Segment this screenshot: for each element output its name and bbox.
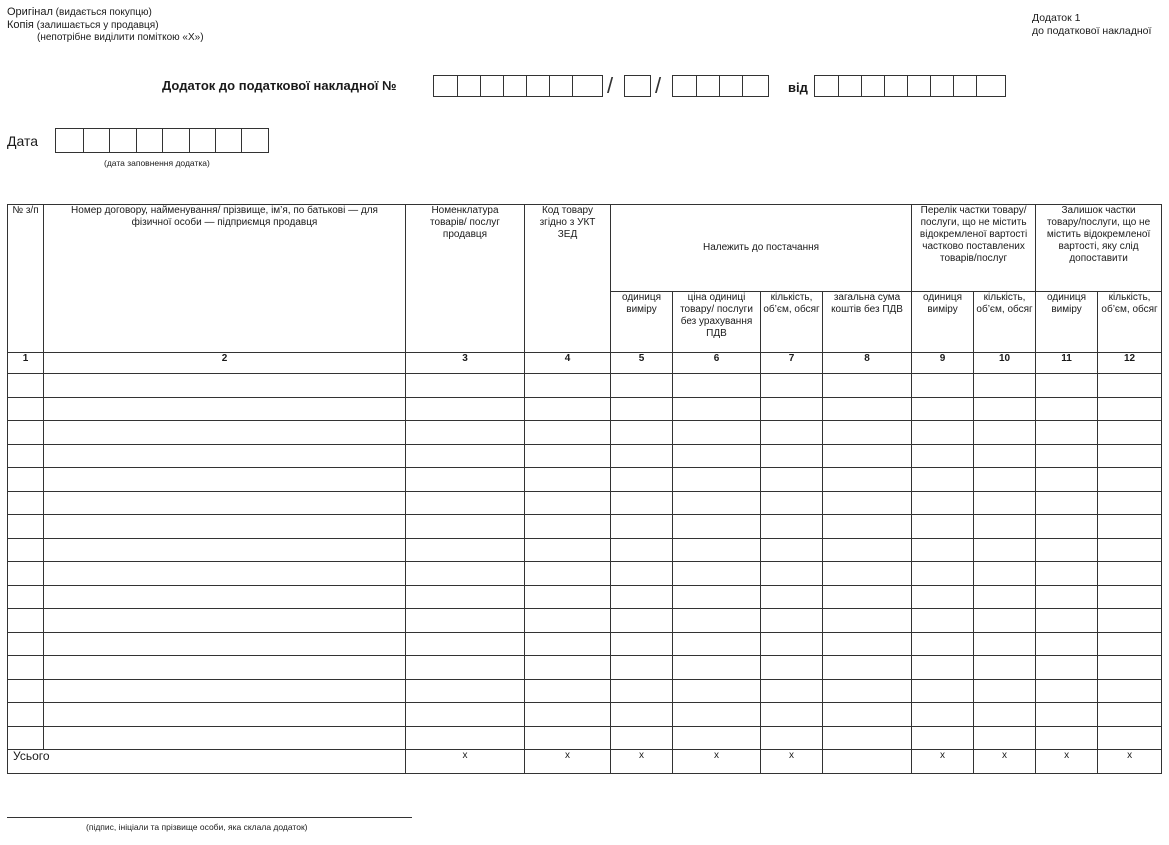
table-cell[interactable] bbox=[525, 703, 611, 727]
table-cell[interactable] bbox=[673, 491, 761, 515]
table-cell[interactable] bbox=[912, 656, 974, 680]
table-cell[interactable] bbox=[823, 538, 912, 562]
copy-note: (залишається у продавця) bbox=[36, 20, 159, 31]
column-number: 3 bbox=[406, 353, 525, 374]
table-cell[interactable] bbox=[406, 374, 525, 398]
table-cell[interactable] bbox=[912, 491, 974, 515]
table-row bbox=[8, 656, 1162, 680]
table-cell[interactable] bbox=[1098, 515, 1162, 539]
table-cell[interactable] bbox=[673, 562, 761, 586]
table-cell[interactable] bbox=[406, 585, 525, 609]
table-cell[interactable] bbox=[823, 468, 912, 492]
table-cell[interactable] bbox=[525, 397, 611, 421]
header-sum-8: загальна сума коштів без ПДВ bbox=[823, 292, 912, 353]
header-unit-5: одиниця виміру bbox=[611, 292, 673, 353]
column-number: 10 bbox=[974, 353, 1036, 374]
table-cell[interactable] bbox=[974, 562, 1036, 586]
header-quantity-10: кількість, об’єм, обсяг bbox=[974, 292, 1036, 353]
table-cell[interactable] bbox=[525, 444, 611, 468]
table-cell[interactable] bbox=[8, 703, 44, 727]
table-row bbox=[8, 421, 1162, 445]
table-cell[interactable] bbox=[823, 703, 912, 727]
table-cell[interactable] bbox=[761, 515, 823, 539]
table-cell[interactable] bbox=[1036, 538, 1098, 562]
table-cell[interactable] bbox=[912, 726, 974, 750]
table-cell[interactable] bbox=[1098, 609, 1162, 633]
table-cell[interactable] bbox=[611, 444, 673, 468]
table-cell[interactable] bbox=[1036, 421, 1098, 445]
table-cell[interactable] bbox=[974, 703, 1036, 727]
table-cell[interactable] bbox=[1036, 703, 1098, 727]
table-cell[interactable] bbox=[525, 374, 611, 398]
table-cell[interactable] bbox=[44, 703, 406, 727]
header-price-6: ціна одиниці товару/ послуги без урахування ПДВ bbox=[673, 292, 761, 353]
total-mark: х bbox=[1036, 750, 1098, 774]
table-cell[interactable] bbox=[611, 609, 673, 633]
table-cell[interactable] bbox=[761, 491, 823, 515]
table-cell[interactable] bbox=[823, 421, 912, 445]
table-cell[interactable] bbox=[611, 397, 673, 421]
table-cell[interactable] bbox=[761, 726, 823, 750]
table-cell[interactable] bbox=[761, 632, 823, 656]
table-cell[interactable] bbox=[673, 444, 761, 468]
column-number: 4 bbox=[525, 353, 611, 374]
table-cell[interactable] bbox=[1098, 491, 1162, 515]
appendix-line-1: Додаток 1 bbox=[1032, 12, 1081, 24]
total-mark: х bbox=[1098, 750, 1162, 774]
table-cell[interactable] bbox=[611, 491, 673, 515]
table-cell[interactable] bbox=[912, 374, 974, 398]
table-cell[interactable] bbox=[8, 421, 44, 445]
table-cell[interactable] bbox=[8, 726, 44, 750]
table-cell[interactable] bbox=[673, 421, 761, 445]
table-cell[interactable] bbox=[823, 679, 912, 703]
table-cell[interactable] bbox=[44, 726, 406, 750]
header-unit-11: одиниця виміру bbox=[1036, 292, 1098, 353]
table-cell[interactable] bbox=[1098, 656, 1162, 680]
from-label: від bbox=[788, 80, 808, 95]
header-quantity-12: кількість, об’єм, обсяг bbox=[1098, 292, 1162, 353]
table-cell[interactable] bbox=[761, 421, 823, 445]
column-numbers-row bbox=[8, 353, 1162, 374]
table-cell[interactable] bbox=[406, 656, 525, 680]
table-cell[interactable] bbox=[611, 632, 673, 656]
table-cell[interactable] bbox=[673, 632, 761, 656]
table-cell[interactable] bbox=[974, 397, 1036, 421]
table-cell[interactable] bbox=[406, 562, 525, 586]
table-row bbox=[8, 585, 1162, 609]
table-cell[interactable] bbox=[1036, 562, 1098, 586]
table-cell[interactable] bbox=[525, 609, 611, 633]
table-cell[interactable] bbox=[761, 703, 823, 727]
table-cell[interactable] bbox=[611, 515, 673, 539]
table-cell[interactable] bbox=[974, 515, 1036, 539]
table-cell[interactable] bbox=[406, 726, 525, 750]
column-number: 1 bbox=[8, 353, 44, 374]
table-cell[interactable] bbox=[1036, 374, 1098, 398]
table-cell[interactable] bbox=[912, 562, 974, 586]
header-partial-group: Перелік частки товару/ послуги, що не містить відокремленої вартості частково поставлених товарів/послуг bbox=[912, 205, 1036, 292]
table-cell[interactable] bbox=[525, 585, 611, 609]
table-cell[interactable] bbox=[823, 374, 912, 398]
table-cell[interactable] bbox=[8, 585, 44, 609]
table-cell[interactable] bbox=[611, 374, 673, 398]
total-mark: х bbox=[974, 750, 1036, 774]
table-cell[interactable] bbox=[525, 491, 611, 515]
table-cell[interactable] bbox=[406, 538, 525, 562]
table-cell[interactable] bbox=[974, 632, 1036, 656]
table-cell[interactable] bbox=[611, 726, 673, 750]
column-number: 7 bbox=[761, 353, 823, 374]
table-cell[interactable] bbox=[1098, 538, 1162, 562]
appendix-block bbox=[1032, 12, 1151, 37]
table-cell[interactable] bbox=[406, 632, 525, 656]
number-separator-2: / bbox=[655, 73, 662, 98]
table-cell[interactable] bbox=[44, 585, 406, 609]
table-cell[interactable] bbox=[974, 726, 1036, 750]
total-sum-cell[interactable] bbox=[823, 750, 912, 774]
table-cell[interactable] bbox=[406, 491, 525, 515]
table-row bbox=[8, 468, 1162, 492]
table-cell[interactable] bbox=[761, 444, 823, 468]
table-cell[interactable] bbox=[1036, 468, 1098, 492]
items-table bbox=[7, 204, 1162, 774]
table-cell[interactable] bbox=[974, 679, 1036, 703]
number-separator-1: / bbox=[607, 73, 614, 98]
header-remainder-group: Залишок частки товару/послуги, що не містить відокремленої вартості, яку слід допоставити bbox=[1036, 205, 1162, 292]
column-number: 12 bbox=[1098, 353, 1162, 374]
table-cell[interactable] bbox=[525, 468, 611, 492]
header-quantity-7: кількість, об’єм, обсяг bbox=[761, 292, 823, 353]
table-cell[interactable] bbox=[761, 562, 823, 586]
table-cell[interactable] bbox=[525, 726, 611, 750]
table-cell[interactable] bbox=[974, 491, 1036, 515]
table-cell[interactable] bbox=[673, 609, 761, 633]
table-cell[interactable] bbox=[673, 515, 761, 539]
table-cell[interactable] bbox=[974, 421, 1036, 445]
copy-label: Копія bbox=[7, 19, 34, 31]
table-row bbox=[8, 609, 1162, 633]
table-cell[interactable] bbox=[1098, 703, 1162, 727]
table-cell[interactable] bbox=[823, 609, 912, 633]
table-cell[interactable] bbox=[761, 374, 823, 398]
fill-date-field[interactable] bbox=[55, 128, 269, 153]
table-cell[interactable] bbox=[974, 656, 1036, 680]
table-cell[interactable] bbox=[8, 444, 44, 468]
table-cell[interactable] bbox=[44, 468, 406, 492]
header-uktzed-code: Код товару згідно з УКТ ЗЕД bbox=[525, 205, 611, 353]
table-cell[interactable] bbox=[823, 726, 912, 750]
table-cell[interactable] bbox=[912, 515, 974, 539]
table-cell[interactable] bbox=[673, 397, 761, 421]
table-cell[interactable] bbox=[44, 538, 406, 562]
document-title: Додаток до податкової накладної № bbox=[162, 78, 397, 93]
table-cell[interactable] bbox=[8, 538, 44, 562]
table-cell[interactable] bbox=[8, 609, 44, 633]
table-cell[interactable] bbox=[44, 562, 406, 586]
table-cell[interactable] bbox=[1036, 444, 1098, 468]
column-number: 11 bbox=[1036, 353, 1098, 374]
signature-caption: (підпис, ініціали та прізвище особи, яка склала додаток) bbox=[86, 822, 308, 832]
table-cell[interactable] bbox=[673, 656, 761, 680]
table-cell[interactable] bbox=[8, 491, 44, 515]
table-cell[interactable] bbox=[761, 585, 823, 609]
table-cell[interactable] bbox=[673, 679, 761, 703]
table-cell[interactable] bbox=[44, 374, 406, 398]
table-cell[interactable] bbox=[1036, 656, 1098, 680]
table-cell[interactable] bbox=[974, 609, 1036, 633]
table-cell[interactable] bbox=[44, 515, 406, 539]
table-cell[interactable] bbox=[1098, 444, 1162, 468]
invoice-date-field[interactable] bbox=[814, 75, 1006, 97]
table-cell[interactable] bbox=[525, 679, 611, 703]
table-cell[interactable] bbox=[1036, 726, 1098, 750]
table-cell[interactable] bbox=[1098, 374, 1162, 398]
table-cell[interactable] bbox=[44, 679, 406, 703]
table-cell[interactable] bbox=[673, 703, 761, 727]
table-cell[interactable] bbox=[912, 421, 974, 445]
table-row bbox=[8, 397, 1162, 421]
table-cell[interactable] bbox=[611, 562, 673, 586]
date-label: Дата bbox=[7, 133, 39, 149]
table-cell[interactable] bbox=[761, 609, 823, 633]
total-label: Усього bbox=[8, 750, 406, 774]
table-row bbox=[8, 679, 1162, 703]
total-mark: х bbox=[912, 750, 974, 774]
table-cell[interactable] bbox=[1098, 397, 1162, 421]
total-mark: х bbox=[611, 750, 673, 774]
table-cell[interactable] bbox=[1036, 609, 1098, 633]
table-cell[interactable] bbox=[611, 703, 673, 727]
table-cell[interactable] bbox=[1036, 397, 1098, 421]
table-cell[interactable] bbox=[406, 397, 525, 421]
table-row bbox=[8, 632, 1162, 656]
table-cell[interactable] bbox=[406, 421, 525, 445]
invoice-sign-field[interactable] bbox=[624, 75, 651, 97]
table-cell[interactable] bbox=[823, 515, 912, 539]
table-cell[interactable] bbox=[912, 468, 974, 492]
table-cell[interactable] bbox=[1036, 515, 1098, 539]
header-supply-group: Належить до постачання bbox=[611, 205, 912, 292]
table-cell[interactable] bbox=[44, 444, 406, 468]
table-cell[interactable] bbox=[974, 374, 1036, 398]
total-row bbox=[8, 750, 1162, 774]
table-cell[interactable] bbox=[611, 656, 673, 680]
table-cell[interactable] bbox=[761, 538, 823, 562]
table-cell[interactable] bbox=[1036, 491, 1098, 515]
table-cell[interactable] bbox=[611, 679, 673, 703]
table-cell[interactable] bbox=[406, 609, 525, 633]
table-cell[interactable] bbox=[823, 562, 912, 586]
total-mark: х bbox=[525, 750, 611, 774]
table-row bbox=[8, 491, 1162, 515]
table-cell[interactable] bbox=[912, 632, 974, 656]
total-mark: х bbox=[673, 750, 761, 774]
table-cell[interactable] bbox=[1098, 421, 1162, 445]
table-cell[interactable] bbox=[1098, 562, 1162, 586]
header-number: № з/п bbox=[8, 205, 44, 353]
header-contract: Номер договору, найменування/ прізвище, ім’я, по батькові — для фізичної особи — підприємця продавця bbox=[44, 205, 406, 353]
table-cell[interactable] bbox=[912, 585, 974, 609]
original-note: (видається покупцю) bbox=[55, 7, 152, 18]
table-cell[interactable] bbox=[406, 444, 525, 468]
invoice-number-field[interactable] bbox=[433, 75, 603, 97]
table-cell[interactable] bbox=[8, 632, 44, 656]
table-cell[interactable] bbox=[8, 679, 44, 703]
table-cell[interactable] bbox=[8, 468, 44, 492]
table-cell[interactable] bbox=[823, 656, 912, 680]
table-cell[interactable] bbox=[611, 538, 673, 562]
table-cell[interactable] bbox=[974, 444, 1036, 468]
original-label: Оригінал bbox=[7, 6, 53, 18]
table-cell[interactable] bbox=[673, 468, 761, 492]
header-nomenclature: Номенклатура товарів/ послуг продавця bbox=[406, 205, 525, 353]
table-cell[interactable] bbox=[611, 468, 673, 492]
table-cell[interactable] bbox=[1098, 585, 1162, 609]
table-cell[interactable] bbox=[1098, 679, 1162, 703]
table-cell[interactable] bbox=[1098, 468, 1162, 492]
table-cell[interactable] bbox=[912, 679, 974, 703]
table-row bbox=[8, 562, 1162, 586]
column-number: 6 bbox=[673, 353, 761, 374]
table-cell[interactable] bbox=[823, 491, 912, 515]
table-cell[interactable] bbox=[8, 374, 44, 398]
table-cell[interactable] bbox=[1036, 632, 1098, 656]
table-cell[interactable] bbox=[8, 562, 44, 586]
table-cell[interactable] bbox=[525, 656, 611, 680]
table-row bbox=[8, 538, 1162, 562]
invoice-branch-field[interactable] bbox=[672, 75, 769, 97]
table-row bbox=[8, 515, 1162, 539]
table-cell[interactable] bbox=[673, 374, 761, 398]
table-cell[interactable] bbox=[406, 679, 525, 703]
table-cell[interactable] bbox=[611, 421, 673, 445]
table-cell[interactable] bbox=[525, 538, 611, 562]
table-cell[interactable] bbox=[611, 585, 673, 609]
date-caption: (дата заповнення додатка) bbox=[104, 158, 210, 168]
table-cell[interactable] bbox=[525, 515, 611, 539]
table-cell[interactable] bbox=[8, 656, 44, 680]
table-cell[interactable] bbox=[525, 421, 611, 445]
table-cell[interactable] bbox=[823, 632, 912, 656]
table-cell[interactable] bbox=[912, 703, 974, 727]
table-cell[interactable] bbox=[823, 444, 912, 468]
table-cell[interactable] bbox=[912, 538, 974, 562]
column-number: 9 bbox=[912, 353, 974, 374]
table-cell[interactable] bbox=[761, 397, 823, 421]
table-row bbox=[8, 374, 1162, 398]
table-row bbox=[8, 703, 1162, 727]
table-cell[interactable] bbox=[44, 632, 406, 656]
table-cell[interactable] bbox=[974, 468, 1036, 492]
table-row bbox=[8, 726, 1162, 750]
table-cell[interactable] bbox=[525, 632, 611, 656]
table-cell[interactable] bbox=[44, 656, 406, 680]
unneeded-note: (непотрібне виділити поміткою «Х») bbox=[37, 32, 204, 43]
table-cell[interactable] bbox=[406, 468, 525, 492]
table-cell[interactable] bbox=[823, 397, 912, 421]
table-cell[interactable] bbox=[912, 609, 974, 633]
appendix-line-2: до податкової накладної bbox=[1032, 24, 1152, 37]
total-mark: х bbox=[406, 750, 525, 774]
header-unit-9: одиниця виміру bbox=[912, 292, 974, 353]
table-cell[interactable] bbox=[406, 703, 525, 727]
table-cell[interactable] bbox=[1036, 679, 1098, 703]
table-cell[interactable] bbox=[1036, 585, 1098, 609]
table-cell[interactable] bbox=[974, 585, 1036, 609]
column-number: 8 bbox=[823, 353, 912, 374]
table-cell[interactable] bbox=[761, 468, 823, 492]
table-cell[interactable] bbox=[1098, 632, 1162, 656]
column-number: 2 bbox=[44, 353, 406, 374]
table-cell[interactable] bbox=[912, 444, 974, 468]
table-cell[interactable] bbox=[761, 679, 823, 703]
table-cell[interactable] bbox=[406, 515, 525, 539]
table-cell[interactable] bbox=[525, 562, 611, 586]
table-cell[interactable] bbox=[673, 538, 761, 562]
table-cell[interactable] bbox=[8, 515, 44, 539]
table-cell[interactable] bbox=[673, 726, 761, 750]
table-cell[interactable] bbox=[44, 491, 406, 515]
table-cell[interactable] bbox=[673, 585, 761, 609]
table-cell[interactable] bbox=[823, 585, 912, 609]
signature-line[interactable] bbox=[7, 817, 412, 818]
table-cell[interactable] bbox=[1098, 726, 1162, 750]
original-copy-block bbox=[7, 6, 204, 44]
table-cell[interactable] bbox=[44, 609, 406, 633]
column-number: 5 bbox=[611, 353, 673, 374]
total-mark: х bbox=[761, 750, 823, 774]
table-cell[interactable] bbox=[761, 656, 823, 680]
table-cell[interactable] bbox=[974, 538, 1036, 562]
table-cell[interactable] bbox=[8, 397, 44, 421]
table-cell[interactable] bbox=[44, 397, 406, 421]
table-cell[interactable] bbox=[44, 421, 406, 445]
table-cell[interactable] bbox=[912, 397, 974, 421]
table-row bbox=[8, 444, 1162, 468]
